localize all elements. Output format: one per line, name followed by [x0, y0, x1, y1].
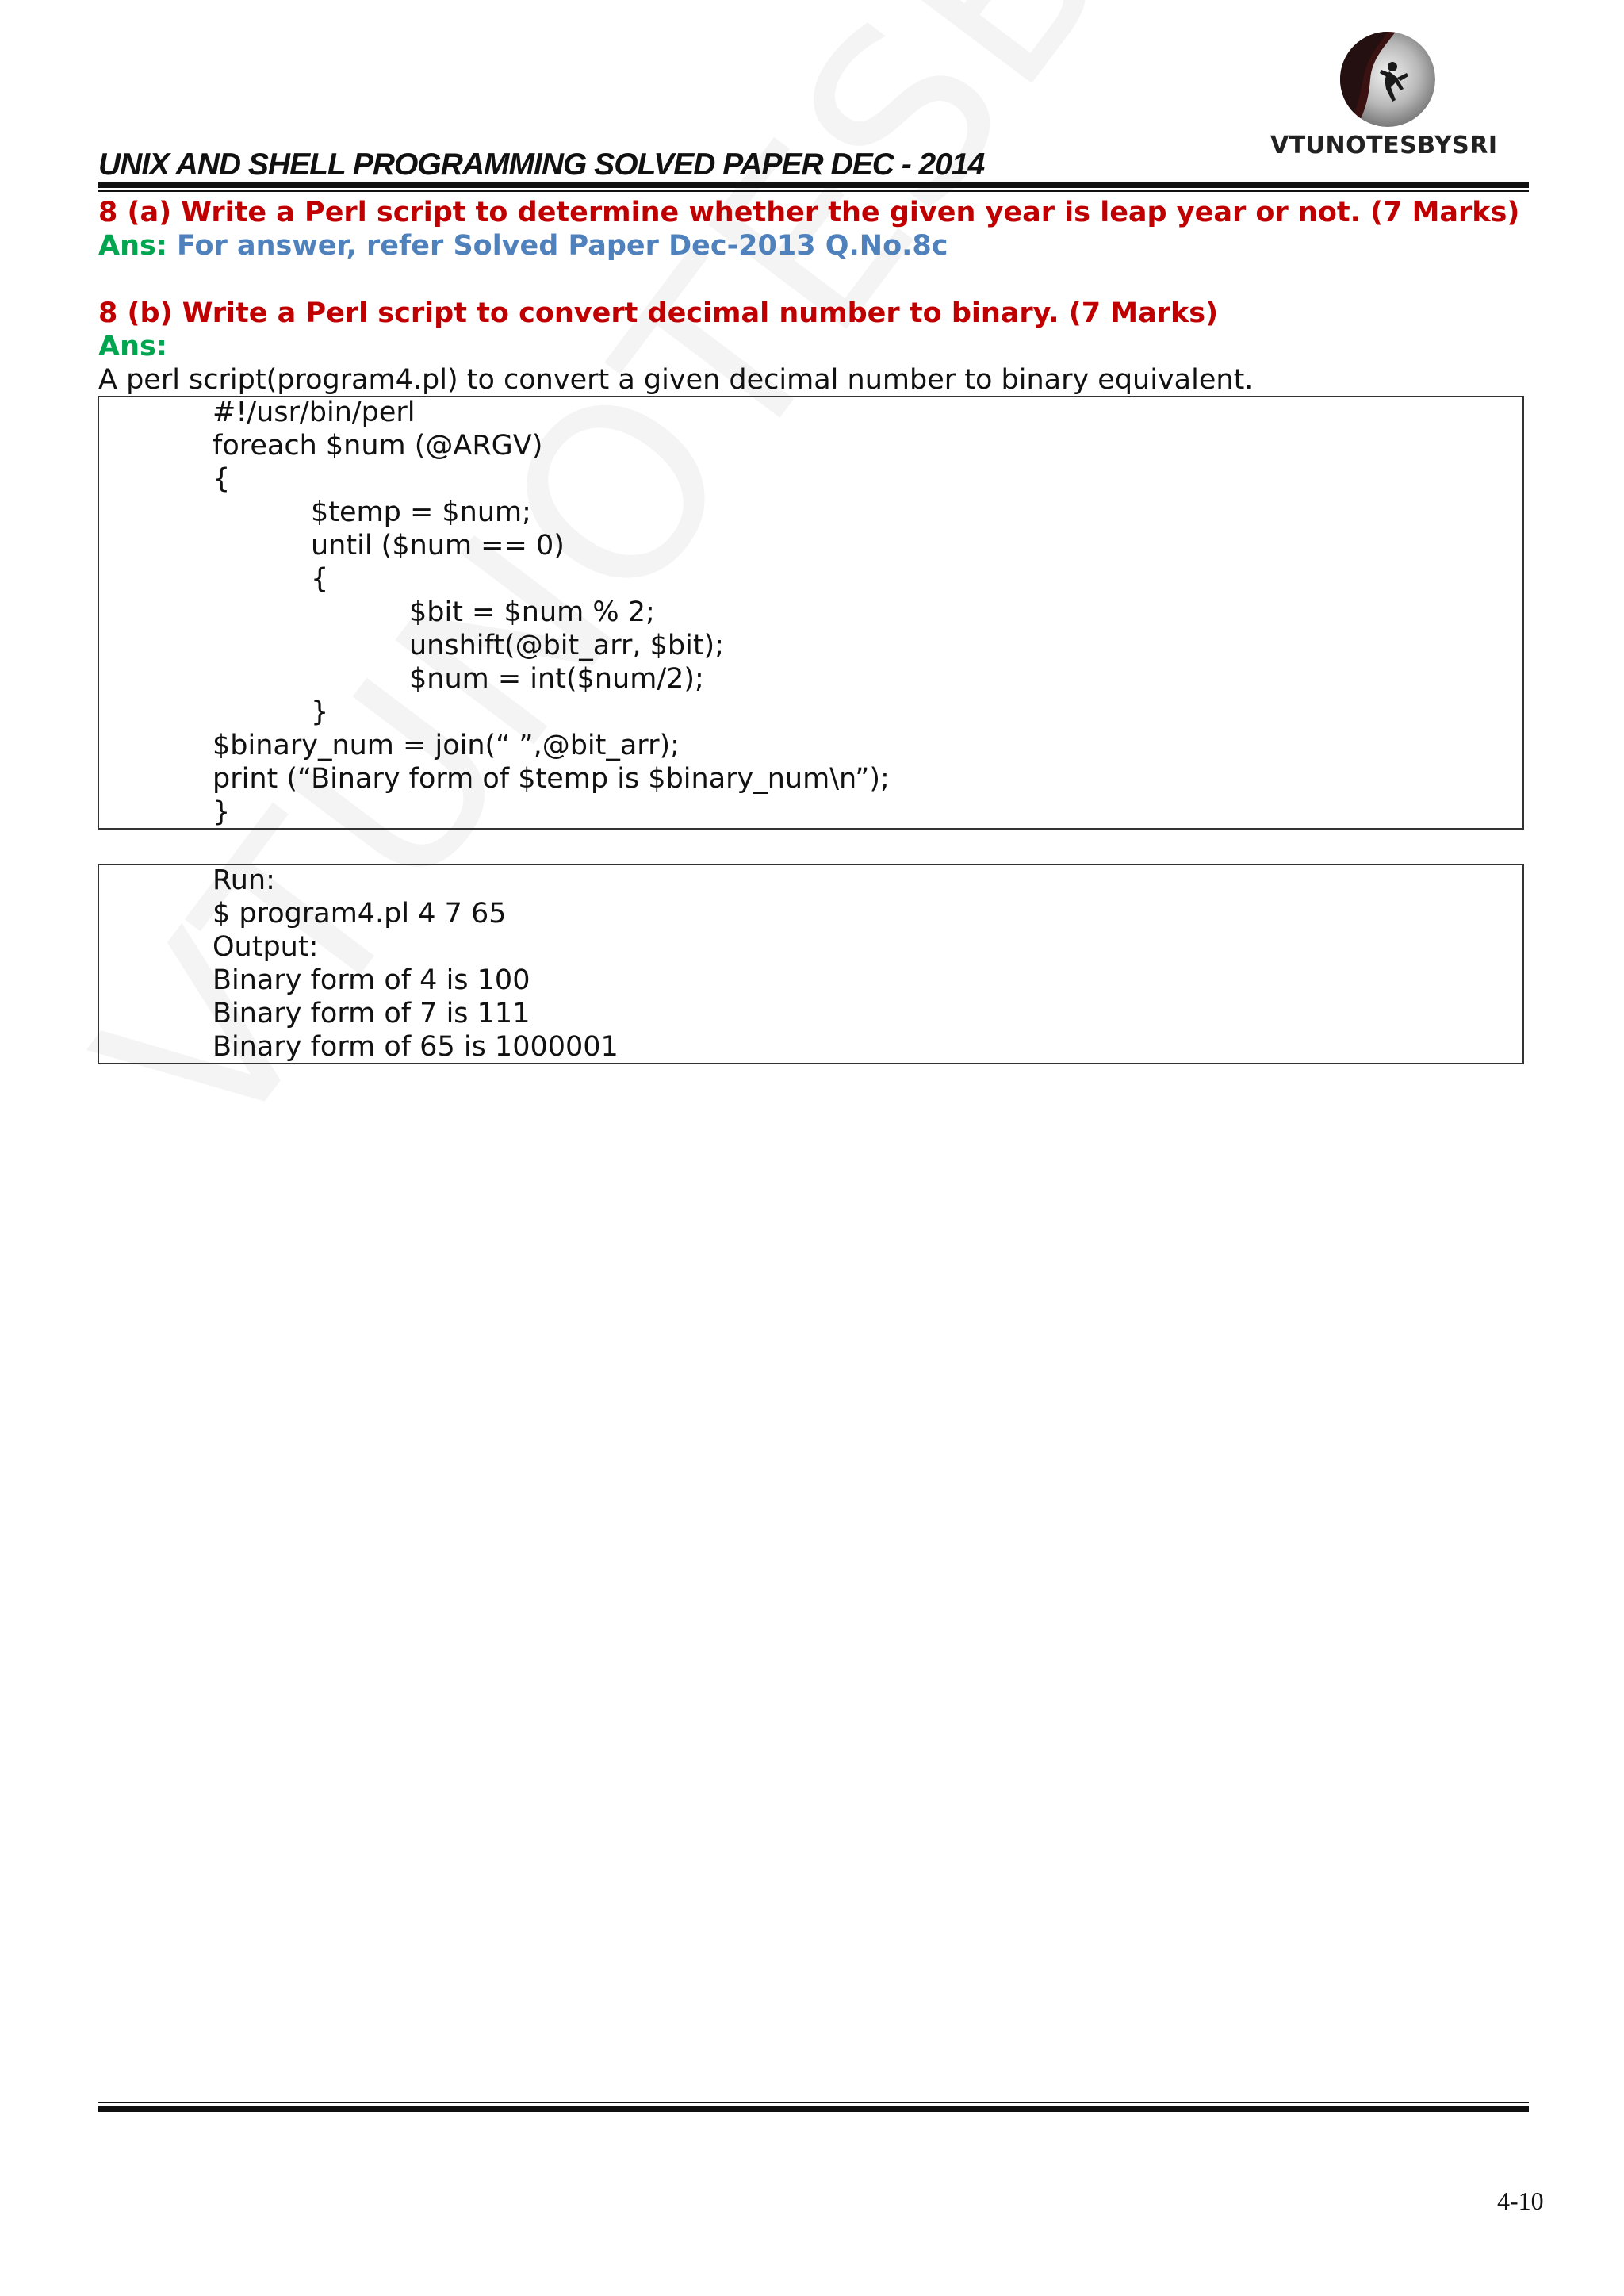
code-line: #!/usr/bin/perl — [213, 397, 416, 428]
code-line: until ($num == 0) — [311, 530, 565, 562]
code-box — [98, 396, 1524, 830]
answer-reference: For answer, refer Solved Paper Dec-2013 Q.No.8c — [177, 230, 948, 262]
page-number: 4-10 — [1497, 2187, 1544, 2215]
question-8a-answer — [98, 230, 948, 262]
footer-rule-thick — [98, 2106, 1529, 2112]
run-line: Binary form of 4 is 100 — [213, 964, 530, 996]
question-8a-heading: 8 (a) Write a Perl script to determine whether the given year is leap year or not. (7 Marks) — [98, 197, 1520, 228]
run-line: Output: — [213, 931, 319, 963]
header-rule-thin — [98, 190, 1529, 192]
code-line: } — [311, 696, 329, 728]
code-line: } — [213, 796, 231, 828]
footer-rule-thin — [98, 2102, 1529, 2103]
question-8b-heading: 8 (b) Write a Perl script to convert decimal number to binary. (7 Marks) — [98, 297, 1219, 329]
header-rule-thick — [98, 182, 1529, 188]
code-line: $binary_num = join(“ ”,@bit_arr); — [213, 730, 680, 761]
code-line: print (“Binary form of $temp is $binary_num\n”); — [213, 763, 890, 795]
code-line: unshift(@bit_arr, $bit); — [409, 630, 724, 661]
run-line: Run: — [213, 864, 275, 896]
climber-logo-icon — [1340, 32, 1435, 127]
answer-label: Ans: — [98, 331, 167, 362]
answer-label: Ans: — [98, 230, 167, 262]
code-line: $bit = $num % 2; — [409, 596, 655, 628]
code-line: $temp = $num; — [311, 496, 531, 528]
page-header-title: UNIX AND SHELL PROGRAMMING SOLVED PAPER DEC - 2014 — [98, 148, 985, 182]
code-line: { — [311, 563, 329, 595]
brand-name: VTUNOTESBYSRI — [1270, 132, 1498, 159]
run-line: Binary form of 7 is 111 — [213, 998, 530, 1029]
code-line: foreach $num (@ARGV) — [213, 430, 543, 462]
answer-intro: A perl script(program4.pl) to convert a given decimal number to binary equivalent. — [98, 364, 1254, 396]
run-line: Binary form of 65 is 1000001 — [213, 1031, 619, 1063]
code-line: $num = int($num/2); — [409, 663, 704, 695]
code-line: { — [213, 463, 231, 495]
run-line: $ program4.pl 4 7 65 — [213, 898, 507, 930]
run-output-box — [98, 864, 1524, 1064]
